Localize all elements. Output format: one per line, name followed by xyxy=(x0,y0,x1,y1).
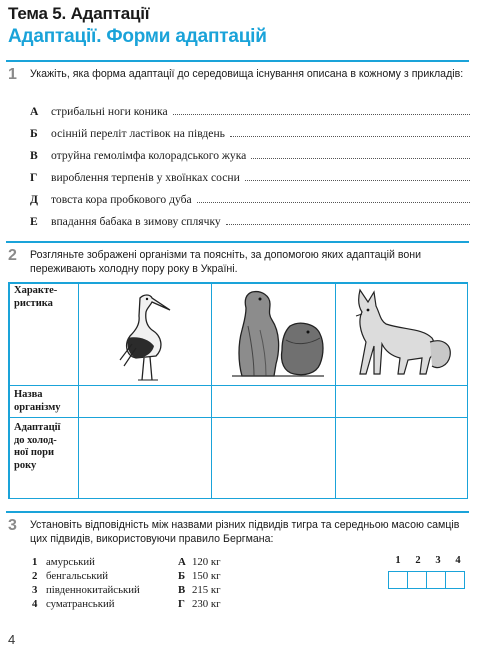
task3-prompt: Установіть відповідність між назвами різних підвидів тигра та середньою масою самців цих підвидів, використовуючи правило Бергмана: xyxy=(30,519,460,545)
item-text: вироблення терпенів у хвоїнках сосни xyxy=(51,171,240,184)
item-text: товста кора пробкового дуба xyxy=(51,193,192,206)
task2-prompt: Розгляньте зображені організми та поясніть, за допомогою яких адаптацій вони переживають холодну пору року в Україні. xyxy=(30,249,421,275)
answer-line[interactable] xyxy=(245,171,470,181)
task3-divider xyxy=(6,511,469,513)
answer-cell-adaptation-3[interactable] xyxy=(337,419,465,496)
item-text: впадання бабака в зимову сплячку xyxy=(51,215,221,228)
item-text: осінній переліт ластівок на південь xyxy=(51,127,225,140)
task1-divider xyxy=(6,60,469,62)
task3-number: 3 xyxy=(8,517,17,534)
answer-box-2[interactable] xyxy=(407,571,427,589)
adaptation-table xyxy=(8,282,468,499)
item-letter: А xyxy=(30,105,39,118)
stork-picture xyxy=(114,286,180,382)
item-text: отруйна гемолімфа колорадського жука xyxy=(51,149,247,162)
answer-grid-header: 3 xyxy=(435,555,441,566)
subspecies-item: 1 амурський xyxy=(32,556,95,568)
row-label-characteristic: Характе- ристика xyxy=(14,285,58,309)
answer-line[interactable] xyxy=(197,193,470,203)
task1-item xyxy=(30,127,470,143)
item-letter: Д xyxy=(30,193,38,206)
task1-item xyxy=(30,149,470,165)
subspecies-item: 3 південнокитайський xyxy=(32,584,140,596)
subspecies-item: 2 бенгальський xyxy=(32,570,109,582)
topic-title: Тема 5. Адаптації xyxy=(8,4,150,23)
task1-item xyxy=(30,171,470,187)
answer-line[interactable] xyxy=(226,215,470,225)
task2-divider xyxy=(6,241,469,243)
mass-item: Б 150 кг xyxy=(178,570,221,582)
fox-picture xyxy=(346,286,456,380)
task2-number: 2 xyxy=(8,247,17,264)
answer-cell-name-1[interactable] xyxy=(80,387,210,416)
item-letter: В xyxy=(30,149,38,162)
row-label-cold-adaptations: Адаптації до холод- ної пори року xyxy=(14,422,61,471)
task1-item xyxy=(30,215,470,231)
subspecies-item: 4 суматранський xyxy=(32,598,115,610)
section-title: Адаптації. Форми адаптацій xyxy=(8,26,267,47)
mass-item: А 120 кг xyxy=(178,556,221,568)
answer-line[interactable] xyxy=(230,127,470,137)
answer-box-1[interactable] xyxy=(388,571,408,589)
answer-grid-header: 4 xyxy=(455,555,461,566)
answer-grid-header: 2 xyxy=(415,555,421,566)
item-letter: Г xyxy=(30,171,38,184)
page-number: 4 xyxy=(8,632,16,647)
mass-item: Г 230 кг xyxy=(178,598,221,610)
answer-cell-name-2[interactable] xyxy=(213,387,334,416)
answer-line[interactable] xyxy=(173,105,470,115)
item-text: стрибальні ноги коника xyxy=(51,105,168,118)
task1-item xyxy=(30,105,470,121)
answer-line[interactable] xyxy=(251,149,470,159)
item-letter: Б xyxy=(30,127,38,140)
row-label-organism-name: Назва організму xyxy=(14,389,61,413)
answer-grid-header: 1 xyxy=(395,555,401,566)
task1-prompt: Укажіть, яка форма адаптації до середовища існування описана в кожному з прикладів: xyxy=(30,68,464,80)
item-letter: Е xyxy=(30,215,38,228)
mass-item: В 215 кг xyxy=(178,584,221,596)
marmots-picture xyxy=(224,286,328,380)
answer-cell-adaptation-1[interactable] xyxy=(80,419,210,496)
answer-box-3[interactable] xyxy=(426,571,446,589)
answer-cell-name-3[interactable] xyxy=(337,387,465,416)
answer-cell-adaptation-2[interactable] xyxy=(213,419,334,496)
answer-box-4[interactable] xyxy=(445,571,465,589)
task1-number: 1 xyxy=(8,66,17,83)
task1-item xyxy=(30,193,470,209)
